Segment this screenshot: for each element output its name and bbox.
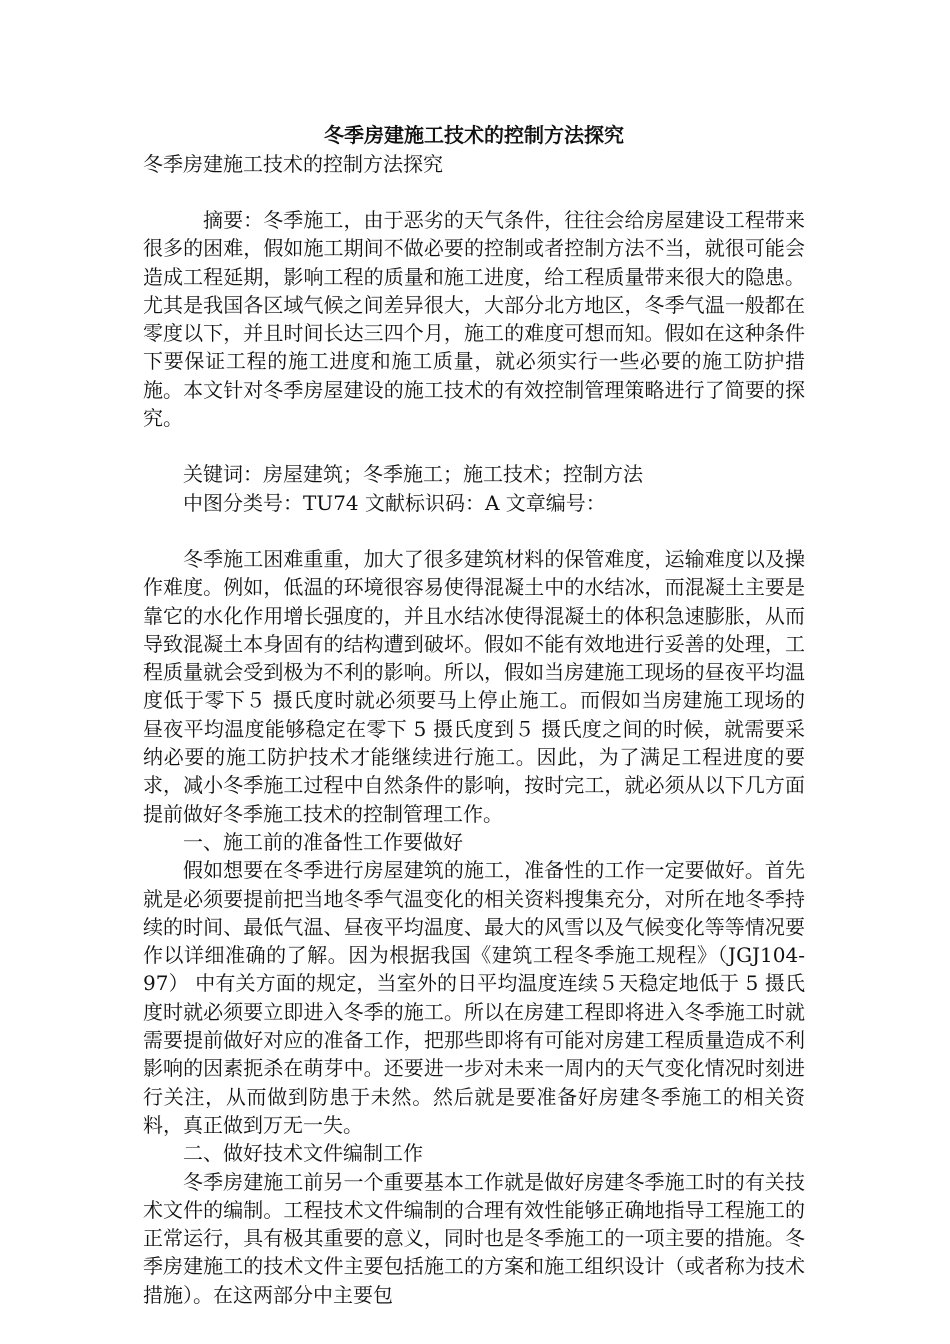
abstract-paragraph: 摘要：冬季施工，由于恶劣的天气条件，往往会给房屋建设工程带来很多的困难，假如施工期间不做必要的控制或者控制方法不当，就很可能会造成工程延期，影响工程的质量和施工进度，给工程质量带来很大的隐患。尤其是我国各区域气候之间差异很大，大部分北方地区，冬季气温一般都在零度以下，并且时间长达三四个月，施工的难度可想而知。假如在这种条件下要保证工程的施工进度和施工质量，就必须实行一些必要的施工防护措施。本文针对冬季房屋建设的施工技术的有效控制管理策略进行了简要的探究。 (143, 208, 805, 431)
spacer (143, 517, 805, 545)
spacer (143, 432, 805, 460)
document-subtitle: 冬季房建施工技术的控制方法探究 (143, 152, 443, 176)
document-body (143, 120, 805, 1309)
classification-line: 中图分类号：TU74 文献标识码：A 文章编号： (183, 490, 606, 515)
keywords-line: 关键词：房屋建筑；冬季施工；施工技术；控制方法 (183, 462, 643, 487)
section-1-paragraph: 假如想要在冬季进行房屋建筑的施工，准备性的工作一定要做好。首先就是必须要提前把当地冬季气温变化的相关资料搜集充分，对所在地冬季持续的时间、最低气温、昼夜平均温度、最大的风雪以及气候变化等等情况要作以详细准确的了解。因为根据我国《建筑工程冬季施工规程》（JGJ104-97） 中有关方面的规定，当室外的日平均温度连续５天稳定地低于 5 摄氏度时就必须要立即进入冬季的施工。所以在房建工程即将进入冬季施工时就需要提前做好对应的准备工作，把那些即将有可能对房建工程质量造成不利影响的因素扼杀在萌芽中。还要进一步对未来一周内的天气变化情况时刻进行关注，从而做到防患于未然。然后就是要准备好房建冬季施工的相关资料，真正做到万无一失。 (143, 858, 805, 1137)
section-1-heading: 一、施工前的准备性工作要做好 (183, 829, 463, 854)
document-title: 冬季房建施工技术的控制方法探究 (324, 123, 624, 147)
section-2-paragraph: 冬季房建施工前另一个重要基本工作就是做好房建冬季施工时的有关技术文件的编制。工程技术文件编制的合理有效性能够正确地指导工程施工的正常运行，具有极其重要的意义，同时也是冬季施工的一项主要的措施。冬季房建施工的技术文件主要包括施工的方案和施工组织设计（或者称为技术措施）。在这两部分中主要包 (143, 1169, 805, 1307)
section-2-heading: 二、做好技术文件编制工作 (183, 1141, 423, 1166)
intro-paragraph: 冬季施工困难重重，加大了很多建筑材料的保管难度，运输难度以及操作难度。例如，低温的环境很容易使得混凝土中的水结冰，而混凝土主要是靠它的水化作用增长强度的，并且水结冰使得混凝土的体积急速膨胀，从而导致混凝土本身固有的结构遭到破坏。假如不能有效地进行妥善的处理，工程质量就会受到极为不利的影响。所以，假如当房建施工现场的昼夜平均温度低于零下５ 摄氏度时就必须要马上停止施工。而假如当房建施工现场的昼夜平均温度能够稳定在零下 5 摄氏度到５ 摄氏度之间的时候，就需要采纳必要的施工防护技术才能继续进行施工。因此，为了满足工程进度的要求，减小冬季施工过程中自然条件的影响，按时完工，就必须从以下几方面提前做好冬季施工技术的控制管理工作。 (143, 546, 805, 826)
